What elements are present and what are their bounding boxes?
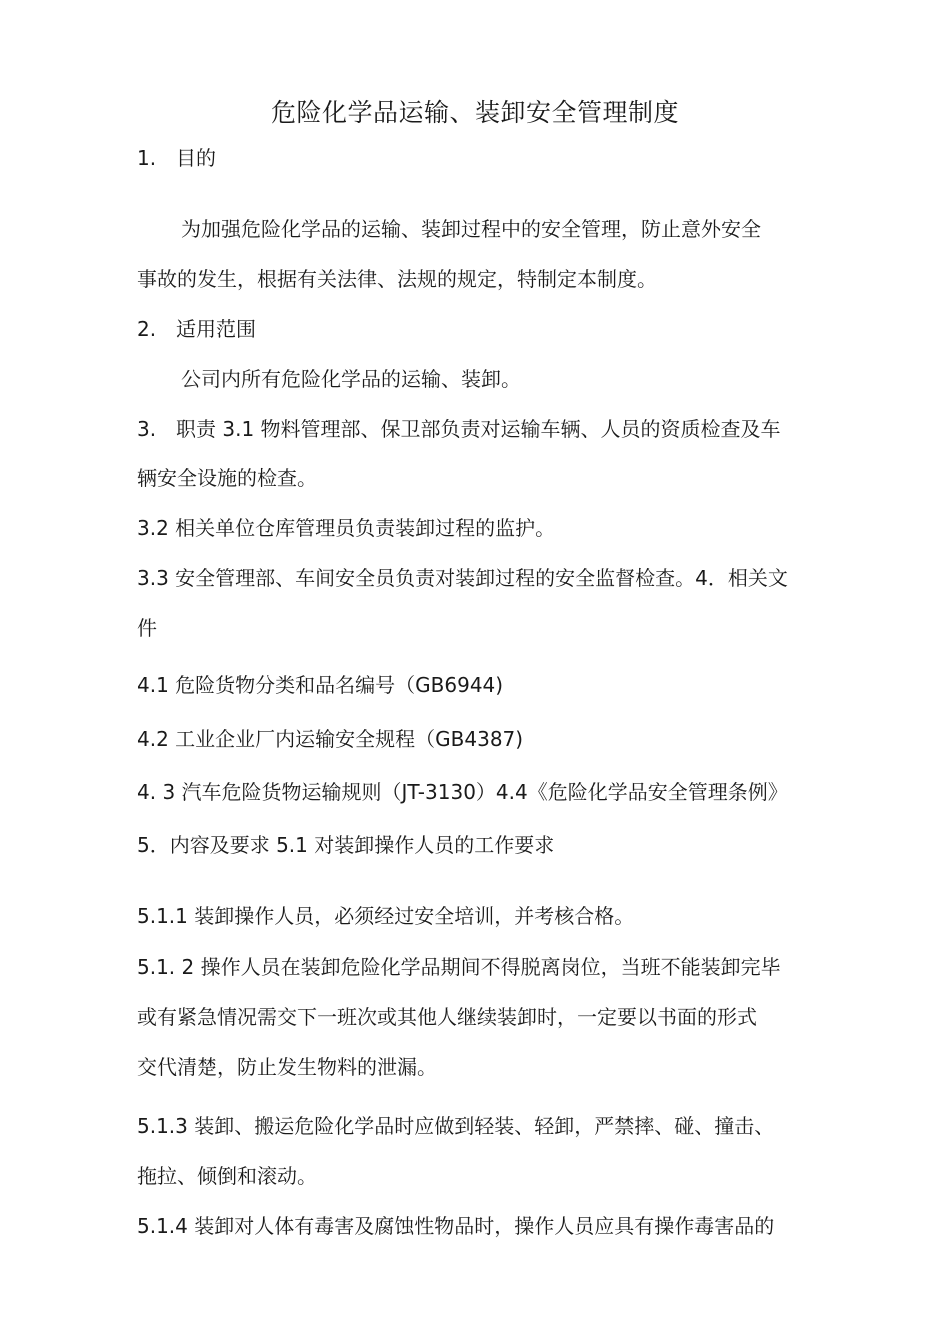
reference-4-1: 4.1 危险货物分类和品名编号（GB6944) — [137, 673, 504, 697]
reference-4-2: 4.2 工业企业厂内运输安全规程（GB4387) — [137, 727, 524, 751]
reference-4-3: 4. 3 汽车危险货物运输规则（JT-3130）4.4《危险化学品安全管理条例》 — [137, 780, 788, 804]
scope-paragraph: 公司内所有危险化学品的运输、装卸。 — [181, 367, 521, 391]
section-title: 目的 — [176, 146, 216, 170]
section-title: 适用范围 — [176, 317, 256, 341]
purpose-paragraph-line: 为加强危险化学品的运输、装卸过程中的安全管理，防止意外安全 — [181, 217, 761, 241]
section-number: 1. — [137, 146, 157, 170]
section-number: 3. — [137, 417, 157, 441]
section-number: 2. — [137, 317, 157, 341]
document-title: 危险化学品运输、装卸安全管理制度 — [270, 98, 679, 127]
clause-5-1-2-line: 交代清楚，防止发生物料的泄漏。 — [137, 1055, 437, 1079]
section-5-heading: 5．内容及要求 5.1 对装卸操作人员的工作要求 — [137, 833, 555, 857]
clause-3-3-line: 件 — [137, 616, 157, 640]
section-1-heading — [137, 143, 216, 173]
clause-5-1-3-line: 5.1.3 装卸、搬运危险化学品时应做到轻装、轻卸，严禁摔、碰、撞击、 — [137, 1114, 775, 1138]
clause-3-2: 3.2 相关单位仓库管理员负责装卸过程的监护。 — [137, 516, 556, 540]
section-3-line — [137, 414, 781, 444]
section-3-line: 辆安全设施的检查。 — [137, 466, 317, 490]
section-text: 职责 3.1 物料管理部、保卫部负责对运输车辆、人员的资质检查及车 — [176, 417, 781, 441]
clause-3-3-line: 3.3 安全管理部、车间安全员负责对装卸过程的安全监督检查。4．相关文 — [137, 566, 788, 590]
section-2-heading — [137, 314, 256, 344]
purpose-paragraph-line: 事故的发生，根据有关法律、法规的规定，特制定本制度。 — [137, 267, 657, 291]
clause-5-1-4-line: 5.1.4 装卸对人体有毒害及腐蚀性物品时，操作人员应具有操作毒害品的 — [137, 1214, 775, 1238]
clause-5-1-2-line: 或有紧急情况需交下一班次或其他人继续装卸时，一定要以书面的形式 — [137, 1005, 757, 1029]
clause-5-1-3-line: 拖拉、倾倒和滚动。 — [137, 1164, 317, 1188]
clause-5-1-1: 5.1.1 装卸操作人员，必须经过安全培训，并考核合格。 — [137, 904, 635, 928]
clause-5-1-2-line: 5.1. 2 操作人员在装卸危险化学品期间不得脱离岗位，当班不能装卸完毕 — [137, 955, 781, 979]
